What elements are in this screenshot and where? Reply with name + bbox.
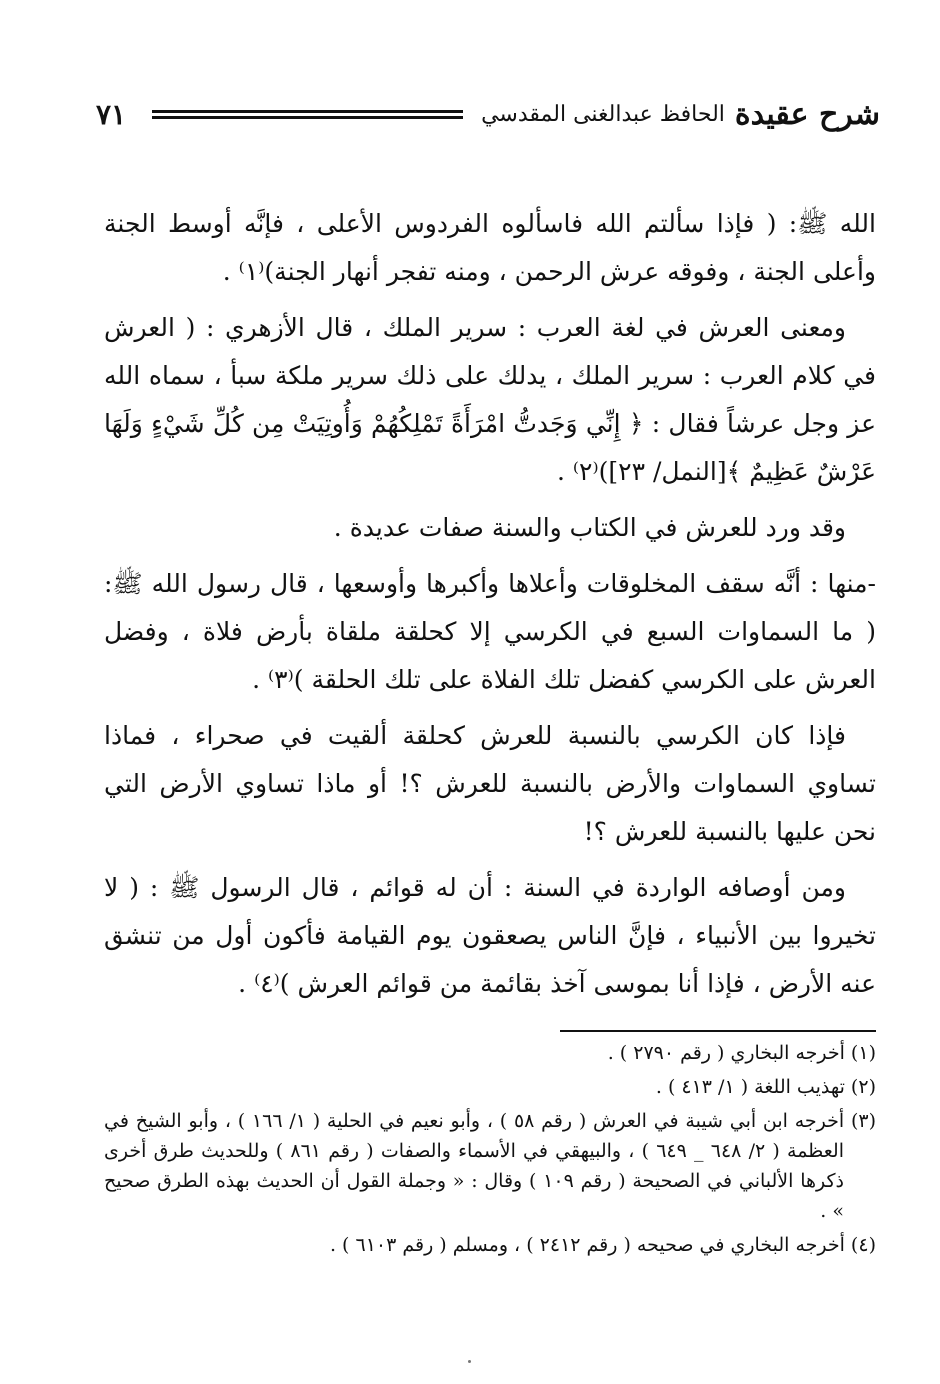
header-double-rule [152, 109, 463, 119]
author-name: الحافظ عبدالغنى المقدسي [481, 101, 725, 127]
main-text [104, 200, 876, 1016]
paragraph: -منها : أنَّه سقف المخلوقات وأعلاها وأكبرها وأوسعها ، قال رسول الله ﷺ: ( ما السماوات السبع في الكرسي إلا كحلقة ملقاة بأرض فلاة ، وفضل العرش على الكرسي كفضل تلك الفلاة على تلك الحلقة )⁽٣⁾ . [104, 569, 876, 694]
paragraph: الله ﷺ: ( فإذا سألتم الله فاسألوه الفردوس الأعلى ، فإنَّه أوسط الجنة وأعلى الجنة ، وفوقه عرش الرحمن ، ومنه تفجر أنهار الجنة)⁽١⁾ . [104, 209, 876, 286]
footnote: (٤) أخرجه البخاري في صحيحه ( رقم ٢٤١٢ ) ، ومسلم ( رقم ٦١٠٣ ) . [329, 1234, 876, 1256]
page-mark [468, 1360, 471, 1363]
paragraph: ومعنى العرش في لغة العرب : سرير الملك ، قال الأزهري : ( العرش في كلام العرب : سرير الملك ، يدلك على ذلك سرير ملكة سبأ ، سماه الله عز وجل عرشاً فقال : ﴿ إِنِّي وَجَدتُّ امْرَأَةً تَمْلِكُهُمْ وَأُوتِيَتْ مِن كُلِّ شَيْءٍ وَلَهَا عَرْشٌ عَظِيمٌ ﴾[النمل/ ٢٣])⁽٢⁾ . [104, 313, 876, 486]
footnote: (١) أخرجه البخاري ( رقم ٢٧٩٠ ) . [607, 1042, 876, 1064]
paragraph: وقد ورد للعرش في الكتاب والسنة صفات عديدة . [333, 513, 846, 542]
running-header [96, 92, 880, 136]
footnote: (٢) تهذيب اللغة ( ١/ ٤١٣ ) . [655, 1076, 876, 1098]
page-number: ٧١ [96, 97, 127, 131]
footnotes [104, 1038, 876, 1264]
book-title: شرح عقيدة [734, 96, 880, 132]
footnote-separator [560, 1030, 876, 1032]
paragraph: ومن أوصافه الواردة في السنة : أن له قوائم ، قال الرسول ﷺ : ( لا تخيروا بين الأنبياء ، فإنَّ الناس يصعقون يوم القيامة فأكون أول من تنشق عنه الأرض ، فإذا أنا بموسى آخذ بقائمة من قوائم العرش )⁽٤⁾ . [104, 873, 876, 998]
footnote: (٣) أخرجه ابن أبي شيبة في العرش ( رقم ٥٨ ) ، وأبو نعيم في الحلية ( ١/ ١٦٦ ) ، وأبو الشيخ في العظمة ( ٢/ ٦٤٨ _ ٦٤٩ ) ، والبيهقي في الأسماء والصفات ( رقم ٨٦١ ) وللحديث طرق أخرى ذكرها الألباني في الصحيحة ( رقم ١٠٩ ) وقال : « وجملة القول أن الحديث بهذه الطرق صحيح » . [104, 1110, 876, 1222]
paragraph: فإذا كان الكرسي بالنسبة للعرش كحلقة ألقيت في صحراء ، فماذا تساوي السماوات والأرض بالنسبة للعرش ؟! أو ماذا تساوي الأرض التي نحن عليها بالنسبة للعرش ؟! [104, 721, 876, 846]
